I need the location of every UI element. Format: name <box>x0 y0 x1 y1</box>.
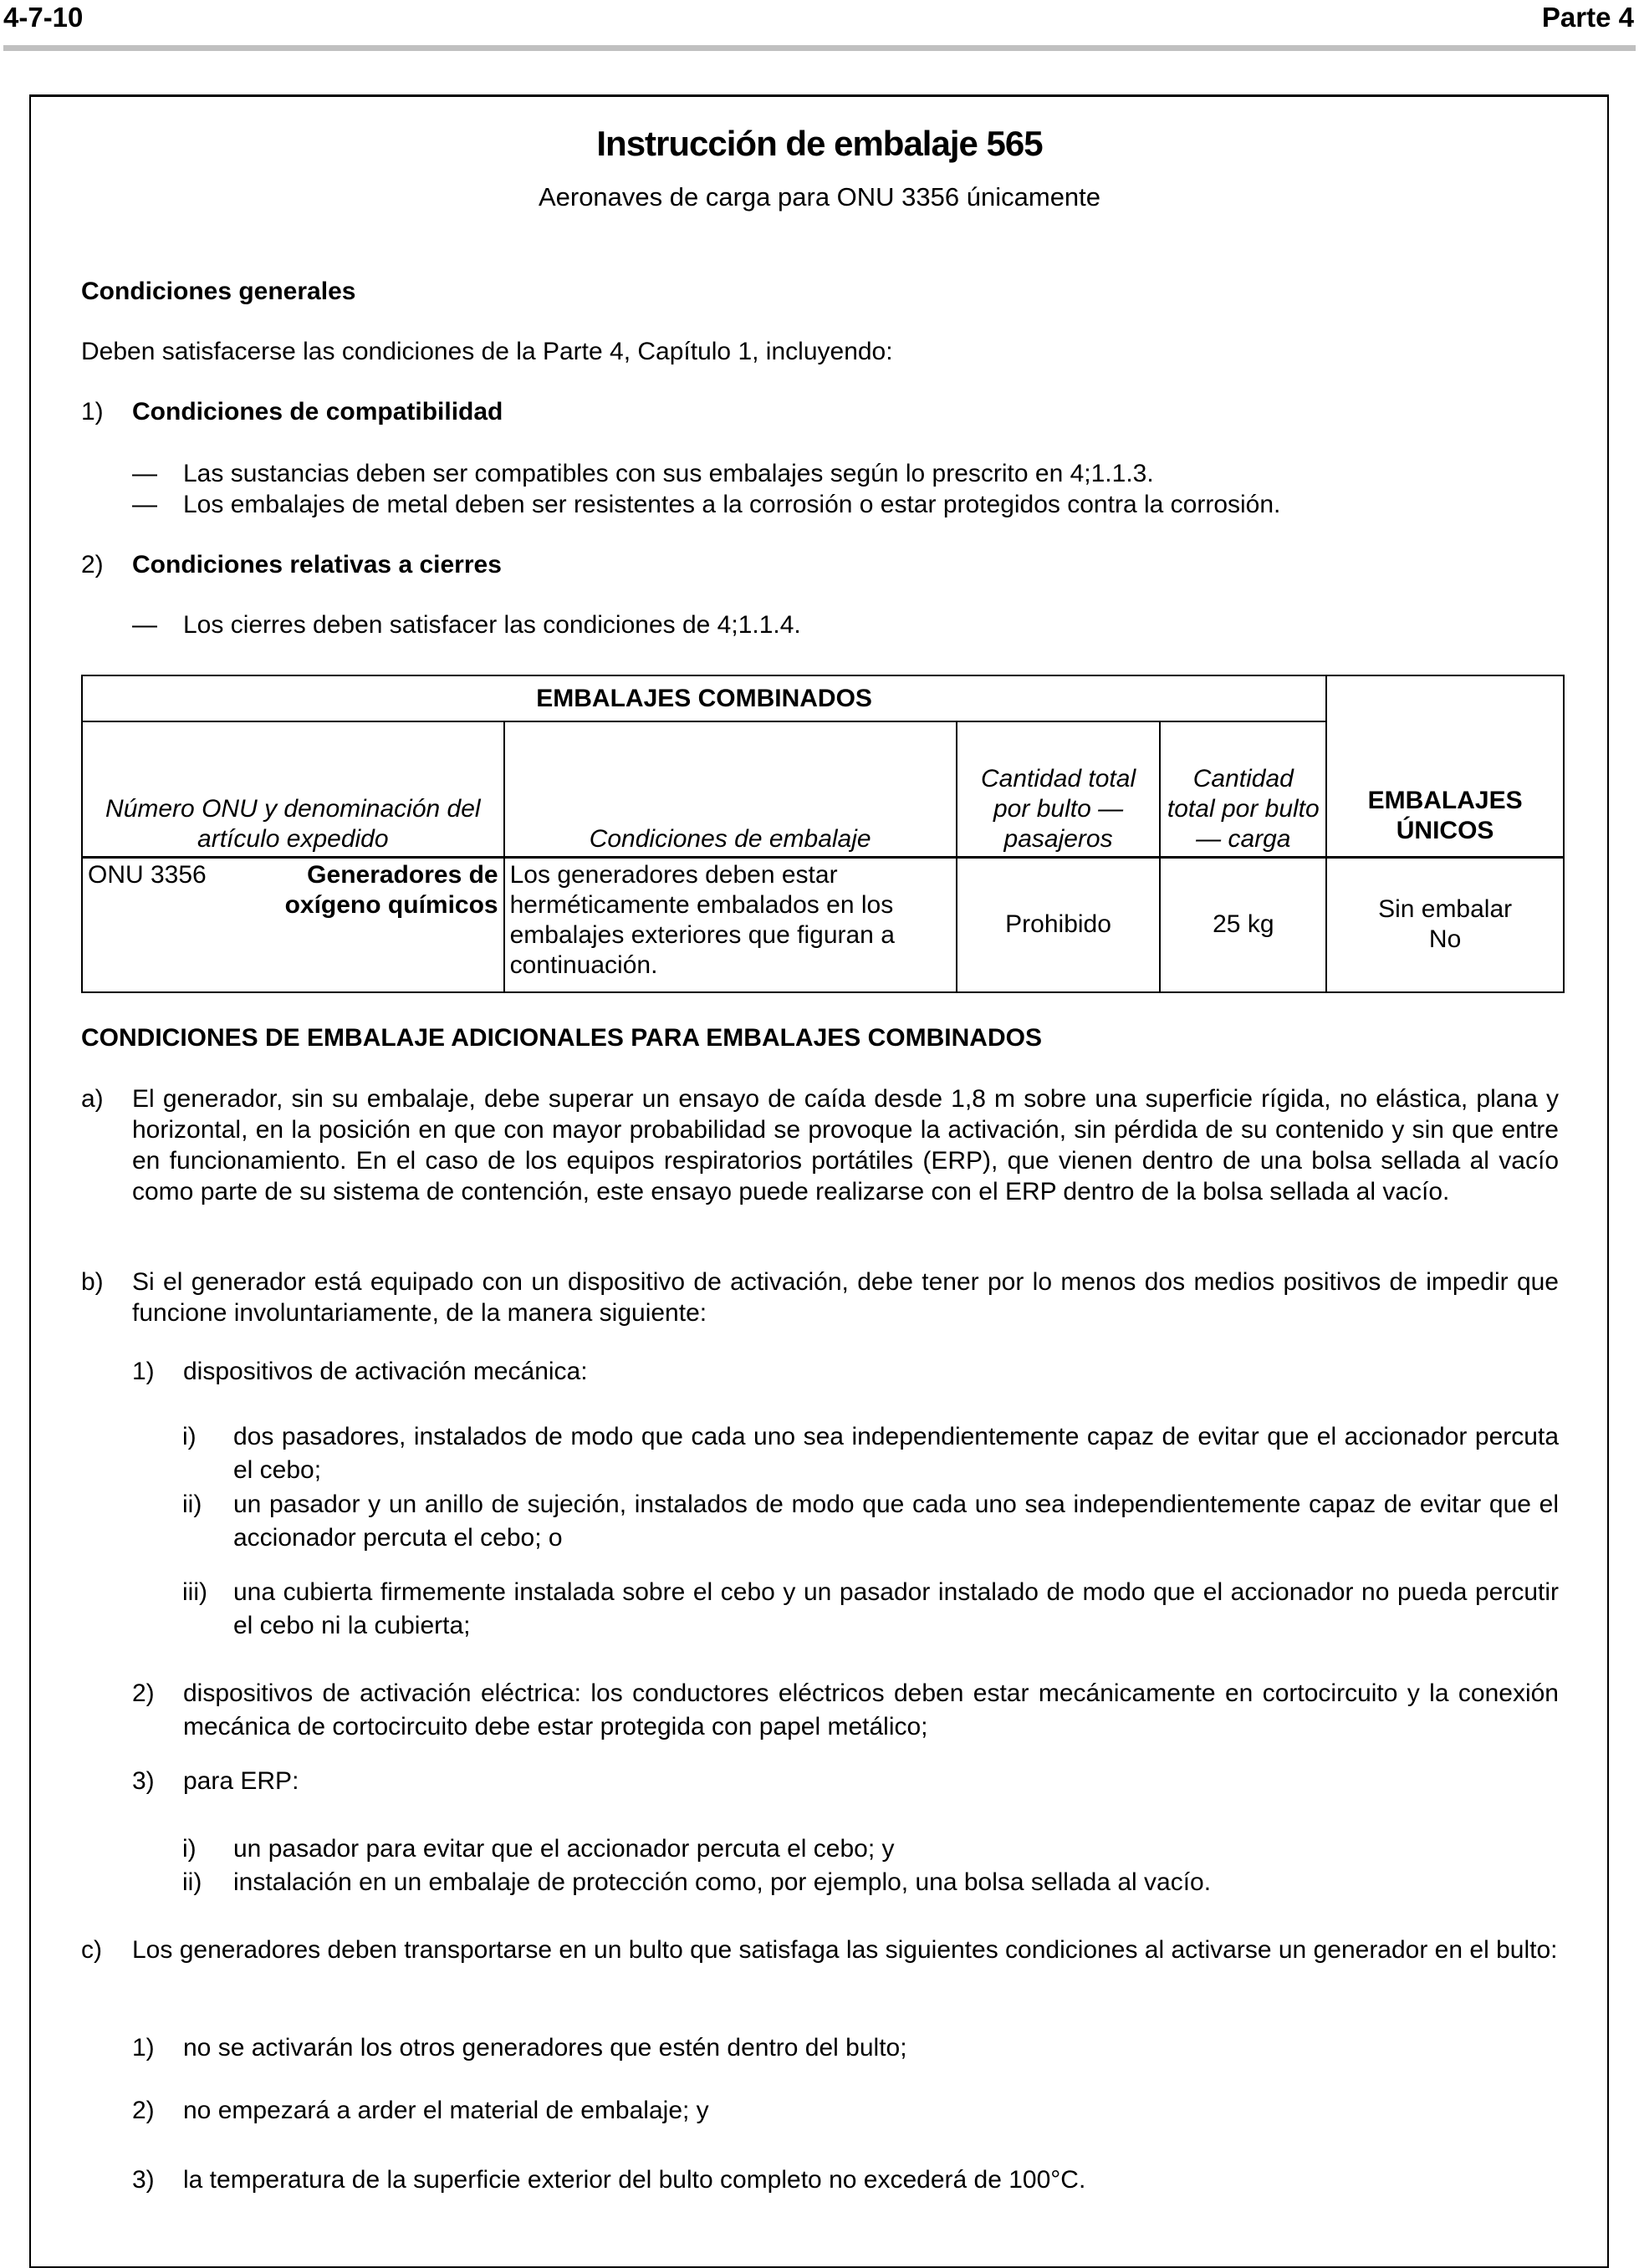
item-text: un pasador y un anillo de sujeción, instalados de modo que cada uno sea independientemente capaz de evitar que el accionador percuta el cebo; o <box>233 1491 1559 1552</box>
sub-sub-item <box>182 1867 1559 1898</box>
section-heading: Condiciones generales <box>81 278 356 305</box>
single-header: EMBALAJES ÚNICOS <box>1326 675 1564 857</box>
item-number: 2) <box>132 2097 155 2124</box>
item-number: ii) <box>182 1868 202 1896</box>
combined-header: EMBALAJES COMBINADOS <box>82 675 1326 721</box>
item-number: 1) <box>132 1358 155 1385</box>
item-text: no empezará a arder el material de embalaje; y <box>183 2097 709 2124</box>
item-number: 2) <box>132 1679 155 1707</box>
item-number: iii) <box>182 1578 207 1606</box>
sub-sub-item <box>182 1576 1559 1643</box>
sub-item <box>132 2095 1559 2126</box>
item-text: dispositivos de activación eléctrica: los conductores eléctricos deben estar mecánicamente en cortocircuito y la conexión mecánica de cortocircuito debe estar protegida con papel metálico; <box>183 1679 1559 1740</box>
item-heading: Condiciones relativas a cierres <box>132 551 502 578</box>
item-text: dos pasadores, instalados de modo que cada uno sea independientemente capaz de evitar que el accionador percuta el cebo; <box>233 1423 1559 1484</box>
item-text: dispositivos de activación mecánica: <box>183 1358 588 1385</box>
single-value: No <box>1428 925 1462 954</box>
item-letter: a) <box>81 1085 104 1113</box>
item-heading: Condiciones de compatibilidad <box>132 398 503 426</box>
item-text: un pasador para evitar que el accionador percuta el cebo; y <box>233 1835 895 1863</box>
sub-sub-item <box>182 1420 1559 1487</box>
condition-a <box>81 1083 1559 1207</box>
single-unpacked: Sin embalar <box>1378 895 1513 924</box>
condition-1 <box>81 396 1559 427</box>
col-header-passenger: Cantidad total por bulto — pasajeros <box>957 721 1161 857</box>
item-number: ii) <box>182 1491 202 1518</box>
item-text: Los generadores deben transportarse en un bulto que satisfaga las siguientes condiciones al activarse un generador en el bulto: <box>132 1936 1558 1964</box>
sub-item <box>132 1677 1559 1744</box>
bullet <box>132 489 1559 520</box>
bullet-text: Los embalajes de metal deben ser resistentes a la corrosión o estar protegidos contra la corrosión. <box>183 491 1281 518</box>
item-number: 1) <box>81 398 104 426</box>
col-header-cargo: Cantidad total por bulto — carga <box>1160 721 1326 857</box>
item-text: la temperatura de la superficie exterior del bulto completo no excederá de 100°C. <box>183 2166 1086 2194</box>
un-cell <box>82 857 504 992</box>
item-letter: b) <box>81 1268 104 1296</box>
sub-item <box>132 2164 1559 2195</box>
dash: — <box>132 611 157 639</box>
condition-2 <box>81 549 1559 580</box>
item-text: no se activarán los otros generadores que estén dentro del bulto; <box>183 2034 907 2062</box>
item-text: instalación en un embalaje de protección como, por ejemplo, una bolsa sellada al vacío. <box>233 1868 1212 1896</box>
page-number: 4-7-10 <box>3 2 84 33</box>
bullet <box>132 458 1559 489</box>
intro-text: Deben satisfacerse las condiciones de la Parte 4, Capítulo 1, incluyendo: <box>81 338 893 365</box>
item-number: 3) <box>132 2166 155 2194</box>
header-divider <box>3 45 1636 51</box>
item-text: Si el generador está equipado con un dispositivo de activación, debe tener por lo menos dos medios positivos de impedir que funcione involuntariamente, de la manera siguiente: <box>132 1268 1559 1327</box>
item-number: i) <box>182 1835 197 1863</box>
condition-b <box>81 1267 1559 1328</box>
bullet-text: Los cierres deben satisfacer las condiciones de 4;1.1.4. <box>183 611 801 639</box>
packaging-table <box>81 675 1565 993</box>
dash: — <box>132 460 157 487</box>
bullet <box>132 609 1559 640</box>
item-number: 2) <box>81 551 104 578</box>
condition-c <box>81 1934 1559 1967</box>
page-subtitle: Aeronaves de carga para ONU 3356 únicamente <box>538 182 1101 212</box>
sub-item <box>132 1766 1559 1797</box>
sub-sub-item <box>182 1833 1559 1864</box>
page-title: Instrucción de embalaje 565 <box>596 124 1043 163</box>
dash: — <box>132 491 157 518</box>
item-number: 3) <box>132 1767 155 1795</box>
col-header-conditions: Condiciones de embalaje <box>504 721 957 857</box>
col-header-un: Número ONU y denominación del artículo expedido <box>82 721 504 857</box>
article-name: Generadores de oxígeno químicos <box>284 860 498 919</box>
sub-sub-item <box>182 1488 1559 1555</box>
item-letter: c) <box>81 1936 102 1964</box>
un-number: ONU 3356 <box>88 860 207 889</box>
sub-item <box>132 2032 1559 2063</box>
item-text: para ERP: <box>183 1767 299 1795</box>
sub-item <box>132 1356 1559 1387</box>
additional-heading: CONDICIONES DE EMBALAJE ADICIONALES PARA EMBALAJES COMBINADOS <box>81 1024 1042 1052</box>
passenger-cell: Prohibido <box>957 857 1161 992</box>
part-label: Parte 4 <box>1541 2 1634 33</box>
bullet-text: Las sustancias deben ser compatibles con sus embalajes según lo prescrito en 4;1.1.3. <box>183 460 1154 487</box>
item-text: una cubierta firmemente instalada sobre el cebo y un pasador instalado de modo que el accionador no pueda percutir el cebo ni la cubierta; <box>233 1578 1559 1639</box>
single-cell <box>1326 857 1564 992</box>
cargo-cell: 25 kg <box>1160 857 1326 992</box>
conditions-cell: Los generadores deben estar herméticamente embalados en los embalajes exteriores que figuran a continuación. <box>504 857 957 992</box>
item-number: 1) <box>132 2034 155 2062</box>
item-text: El generador, sin su embalaje, debe superar un ensayo de caída desde 1,8 m sobre una superficie rígida, no elástica, plana y horizontal, en la posición en que con mayor probabilidad se provoque la activación, sin pérdida de su contenido y sin que entre en funcionamiento. En el caso de los equipos respiratorios portátiles (ERP), que vienen dentro de una bolsa sellada al vacío como parte de su sistema de contención, este ensayo puede realizarse con el ERP dentro de la bolsa sellada al vacío. <box>132 1085 1559 1205</box>
item-number: i) <box>182 1423 197 1450</box>
